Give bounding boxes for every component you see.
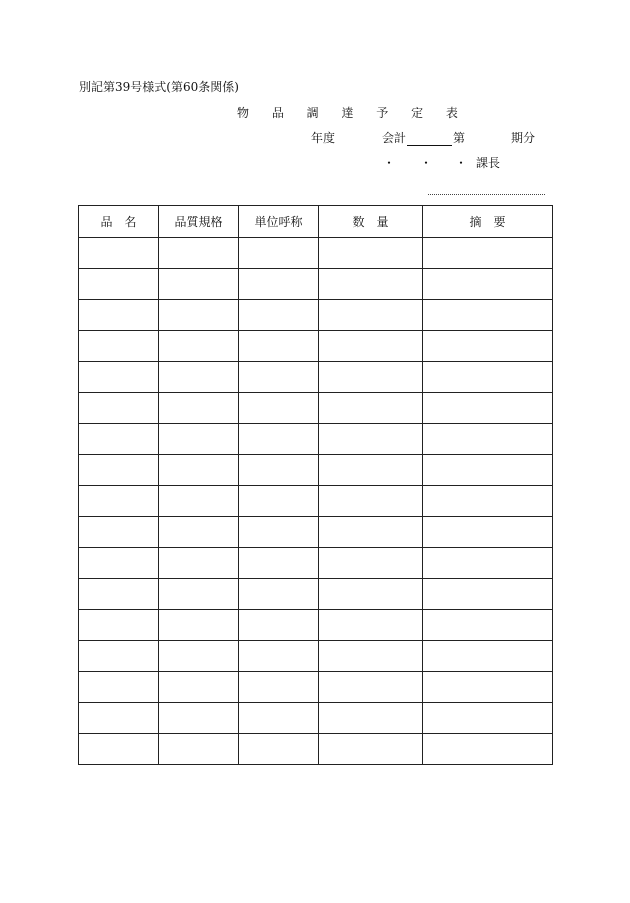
- table-row: [79, 734, 553, 765]
- table-row: [79, 424, 553, 455]
- account-name-blank[interactable]: [407, 145, 452, 146]
- cell-remarks[interactable]: [423, 672, 553, 703]
- cell-quantity[interactable]: [319, 455, 423, 486]
- cell-item-name[interactable]: [79, 362, 159, 393]
- cell-remarks[interactable]: [423, 517, 553, 548]
- document-title: 物 品 調 達 予 定 表: [237, 106, 468, 120]
- cell-quantity[interactable]: [319, 362, 423, 393]
- column-header-unit: 単位呼称: [239, 206, 319, 238]
- cell-remarks[interactable]: [423, 703, 553, 734]
- cell-unit[interactable]: [239, 734, 319, 765]
- cell-remarks[interactable]: [423, 548, 553, 579]
- separator-dot: ・: [383, 156, 396, 170]
- cell-unit[interactable]: [239, 424, 319, 455]
- cell-unit[interactable]: [239, 703, 319, 734]
- column-header-quantity: 数 量: [319, 206, 423, 238]
- cell-quantity[interactable]: [319, 641, 423, 672]
- cell-item-name[interactable]: [79, 238, 159, 269]
- table-row: [79, 238, 553, 269]
- cell-quality-spec[interactable]: [159, 238, 239, 269]
- cell-quantity[interactable]: [319, 238, 423, 269]
- cell-quantity[interactable]: [319, 672, 423, 703]
- table-row: [79, 362, 553, 393]
- cell-unit[interactable]: [239, 300, 319, 331]
- cell-unit[interactable]: [239, 238, 319, 269]
- cell-remarks[interactable]: [423, 331, 553, 362]
- table-row: [79, 331, 553, 362]
- period-number-label: 第: [453, 131, 466, 145]
- cell-quantity[interactable]: [319, 517, 423, 548]
- cell-quality-spec[interactable]: [159, 734, 239, 765]
- cell-unit[interactable]: [239, 517, 319, 548]
- cell-remarks[interactable]: [423, 610, 553, 641]
- cell-item-name[interactable]: [79, 517, 159, 548]
- cell-unit[interactable]: [239, 455, 319, 486]
- cell-quality-spec[interactable]: [159, 269, 239, 300]
- cell-remarks[interactable]: [423, 455, 553, 486]
- cell-quality-spec[interactable]: [159, 579, 239, 610]
- cell-unit[interactable]: [239, 269, 319, 300]
- cell-quantity[interactable]: [319, 424, 423, 455]
- cell-quality-spec[interactable]: [159, 362, 239, 393]
- cell-unit[interactable]: [239, 362, 319, 393]
- cell-remarks[interactable]: [423, 238, 553, 269]
- table-row: [79, 393, 553, 424]
- cell-unit[interactable]: [239, 672, 319, 703]
- cell-quantity[interactable]: [319, 393, 423, 424]
- table-row: [79, 300, 553, 331]
- table-row: [79, 610, 553, 641]
- cell-item-name[interactable]: [79, 641, 159, 672]
- cell-quality-spec[interactable]: [159, 610, 239, 641]
- table-row: [79, 548, 553, 579]
- column-header-remarks: 摘 要: [423, 206, 553, 238]
- cell-item-name[interactable]: [79, 269, 159, 300]
- cell-remarks[interactable]: [423, 362, 553, 393]
- cell-remarks[interactable]: [423, 424, 553, 455]
- table-row: [79, 641, 553, 672]
- cell-quantity[interactable]: [319, 269, 423, 300]
- cell-quantity[interactable]: [319, 579, 423, 610]
- cell-unit[interactable]: [239, 610, 319, 641]
- cell-unit[interactable]: [239, 393, 319, 424]
- cell-item-name[interactable]: [79, 548, 159, 579]
- cell-quantity[interactable]: [319, 331, 423, 362]
- table-row: [79, 672, 553, 703]
- column-header-item-name: 品 名: [79, 206, 159, 238]
- cell-quality-spec[interactable]: [159, 424, 239, 455]
- procurement-table: [78, 205, 553, 765]
- cell-remarks[interactable]: [423, 269, 553, 300]
- cell-quality-spec[interactable]: [159, 331, 239, 362]
- cell-quality-spec[interactable]: [159, 548, 239, 579]
- table-header-row: [79, 206, 553, 238]
- cell-quality-spec[interactable]: [159, 486, 239, 517]
- cell-remarks[interactable]: [423, 393, 553, 424]
- separator-dot: ・: [420, 156, 433, 170]
- table-row: [79, 703, 553, 734]
- signature-line[interactable]: [428, 194, 545, 195]
- cell-remarks[interactable]: [423, 579, 553, 610]
- table-body: [79, 238, 553, 765]
- cell-quantity[interactable]: [319, 486, 423, 517]
- cell-item-name[interactable]: [79, 610, 159, 641]
- separator-dot: ・: [455, 156, 468, 170]
- cell-remarks[interactable]: [423, 486, 553, 517]
- period-label: 期分: [511, 131, 536, 145]
- form-reference: 別記第39号様式(第60条関係): [79, 80, 239, 94]
- cell-remarks[interactable]: [423, 300, 553, 331]
- cell-remarks[interactable]: [423, 734, 553, 765]
- cell-unit[interactable]: [239, 548, 319, 579]
- table-row: [79, 517, 553, 548]
- table-row: [79, 269, 553, 300]
- column-header-quality-spec: 品質規格: [159, 206, 239, 238]
- cell-item-name[interactable]: [79, 393, 159, 424]
- fiscal-year-label: 年度: [311, 131, 336, 145]
- cell-quality-spec[interactable]: [159, 300, 239, 331]
- cell-quantity[interactable]: [319, 548, 423, 579]
- cell-quantity[interactable]: [319, 610, 423, 641]
- cell-item-name[interactable]: [79, 703, 159, 734]
- cell-quality-spec[interactable]: [159, 393, 239, 424]
- cell-quality-spec[interactable]: [159, 641, 239, 672]
- cell-unit[interactable]: [239, 579, 319, 610]
- cell-quality-spec[interactable]: [159, 672, 239, 703]
- cell-quality-spec[interactable]: [159, 455, 239, 486]
- cell-quantity[interactable]: [319, 703, 423, 734]
- cell-item-name[interactable]: [79, 486, 159, 517]
- table-row: [79, 455, 553, 486]
- cell-item-name[interactable]: [79, 331, 159, 362]
- cell-item-name[interactable]: [79, 672, 159, 703]
- cell-remarks[interactable]: [423, 641, 553, 672]
- cell-unit[interactable]: [239, 641, 319, 672]
- cell-quantity[interactable]: [319, 300, 423, 331]
- cell-unit[interactable]: [239, 331, 319, 362]
- cell-quality-spec[interactable]: [159, 517, 239, 548]
- table-row: [79, 486, 553, 517]
- cell-unit[interactable]: [239, 486, 319, 517]
- section-chief-label: 課長: [476, 156, 501, 170]
- cell-item-name[interactable]: [79, 300, 159, 331]
- table-row: [79, 579, 553, 610]
- cell-quantity[interactable]: [319, 734, 423, 765]
- cell-quality-spec[interactable]: [159, 703, 239, 734]
- cell-item-name[interactable]: [79, 424, 159, 455]
- cell-item-name[interactable]: [79, 455, 159, 486]
- cell-item-name[interactable]: [79, 579, 159, 610]
- account-label: 会計: [382, 131, 407, 145]
- cell-item-name[interactable]: [79, 734, 159, 765]
